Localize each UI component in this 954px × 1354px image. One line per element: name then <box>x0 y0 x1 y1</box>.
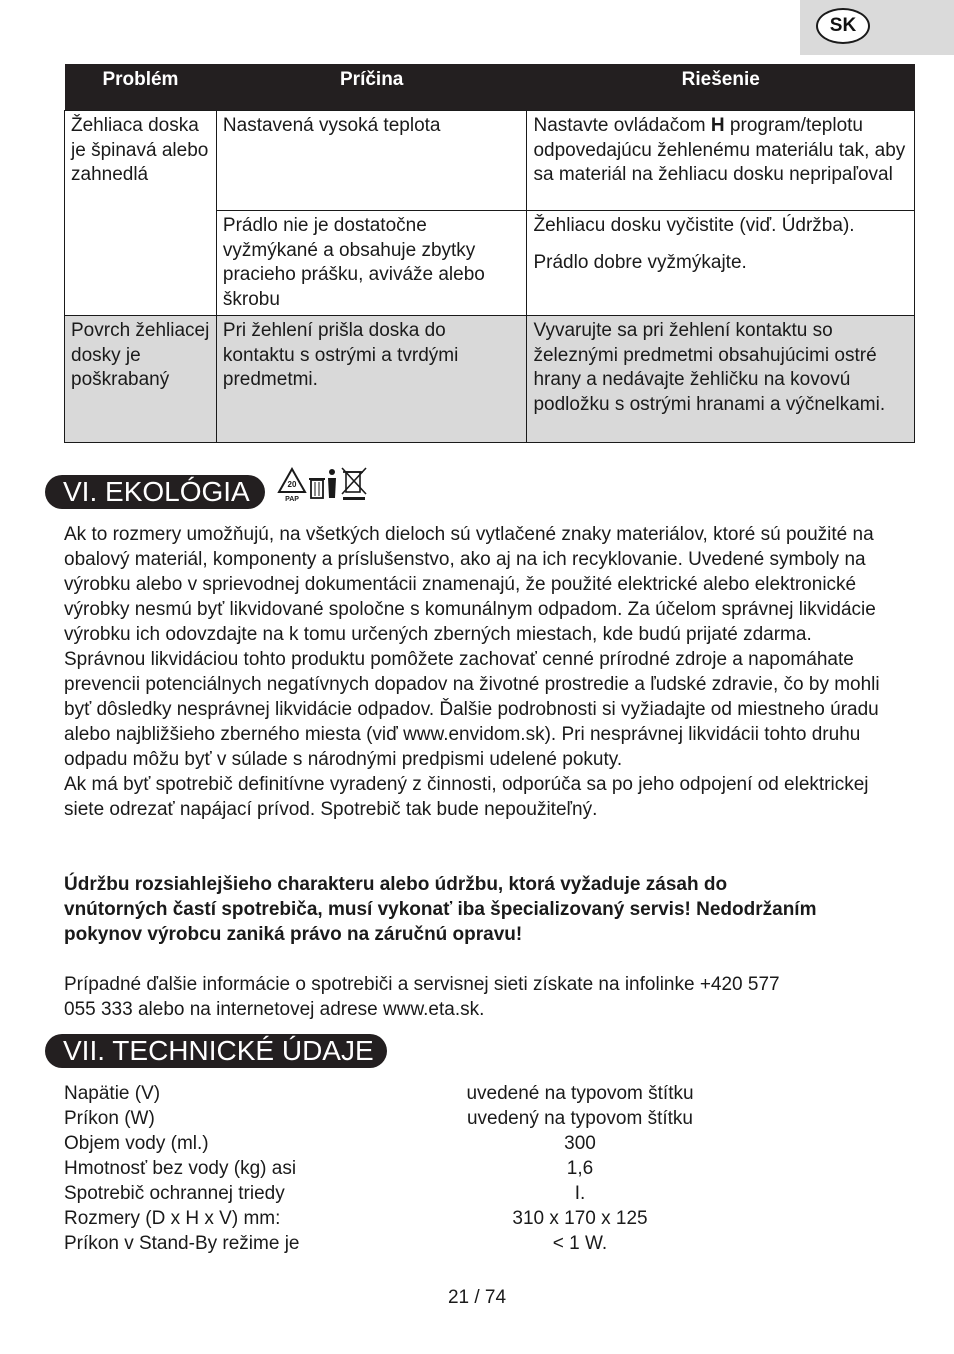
spec-row <box>64 1156 864 1181</box>
language-badge: SK <box>816 8 870 44</box>
spec-value: uvedený na typovom štítku <box>466 1108 693 1129</box>
cause-cell: Pri žehlení prišla doska do kontaktu s ostrými a tvrdými predmetmi. <box>216 316 527 443</box>
spec-value: I. <box>574 1183 586 1204</box>
ecology-paragraph: Ak má byť spotrebič definitívne vyradený z činnosti, odporúča sa po jeho odpojení od elektrickej siete odrezať napájací prívod. Spotrebič tak bude nepoužiteľný. <box>64 774 869 820</box>
spec-label: Napätie (V) <box>64 1083 161 1104</box>
troubleshooting-table <box>64 64 915 443</box>
spec-label: Rozmery (D x H x V) mm: <box>64 1208 281 1229</box>
solution-text: Žehliacu dosku vyčistite (viď. Údržba). <box>533 215 855 236</box>
spec-row <box>64 1231 864 1256</box>
ecology-paragraph: Ak to rozmery umožňujú, na všetkých dieloch sú vytlačené znaky materiálov, ktoré sú použité na obalový materiál, komponenty a príslušenstvo, ako aj na ich recyklovanie. Uvedené symboly na výrobku alebo v sprievodnej dokumentácii znamenajú, že použité elektrické alebo elektronické výrobky nesmú byť likvidované spoločne s komunálnym odpadom. Za účelom správnej likvidácie výrobku ich odovzdajte na k tomu určených zberných miestach, kde budú prijaté zdarma. Správnou likvidáciou tohto produktu pomôžete zachovať cenné prírodné zdroje a napomáhate prevencii potenciálnych negatívnych dopadov na životné prostredie a ľudské zdravie, čo by mohli byť dôsledky nesprávnej likvidácie odpadov. Ďalšie podrobnosti si vyžiadajte od miestneho úradu alebo najbližšieho zberného miesta (viď www.envidom.sk). Pri nesprávnej likvidácii tohto druhu odpadu môžu byť v súlade s národnými predpismi udelené pokuty. <box>64 524 880 770</box>
spec-label: Hmotnosť bez vody (kg) asi <box>64 1158 297 1179</box>
solution-text: Prádlo dobre vyžmýkajte. <box>533 251 747 273</box>
spec-row <box>64 1181 864 1206</box>
spec-value: 310 x 170 x 125 <box>512 1208 648 1229</box>
table-row <box>65 316 915 443</box>
recycling-icons <box>276 466 372 504</box>
spec-label: Spotrebič ochrannej triedy <box>64 1183 285 1204</box>
spec-row <box>64 1206 864 1231</box>
spec-label: Objem vody (ml.) <box>64 1133 209 1154</box>
ecology-heading: VI. EKOLÓGIA <box>45 475 265 509</box>
crossed-bin-icon <box>342 468 366 500</box>
spec-value: < 1 W. <box>552 1233 608 1254</box>
solution-cell <box>527 111 915 211</box>
header-cause: Príčina <box>216 64 527 111</box>
solution-cell <box>527 211 915 316</box>
header-solution: Riešenie <box>527 64 915 111</box>
info-text: Prípadné ďalšie informácie o spotrebiči a servisnej sieti získate na infolinke +420 577 055 333 alebo na internetovej adrese www.eta.sk. <box>64 974 780 1020</box>
problem-cell: Povrch žehliacej dosky je poškrabaný <box>65 316 217 443</box>
solution-text: program/teplotu odpovedajúcu žehlenému materiálu tak, aby sa materiál na žehliacu dosku nepripaľoval <box>533 115 906 185</box>
ecology-text <box>64 522 894 822</box>
table-row <box>65 111 915 211</box>
header-problem: Problém <box>65 64 217 111</box>
problem-cell: Žehliaca doska je špinavá alebo zahnedlá <box>65 111 217 316</box>
spec-row <box>64 1081 864 1106</box>
spec-value: 1,6 <box>566 1158 594 1179</box>
solution-text: Nastavte ovládačom <box>533 115 711 136</box>
recycle-number: 20 <box>287 480 297 489</box>
spec-label: Príkon (W) <box>64 1108 155 1129</box>
spec-value: 300 <box>564 1133 596 1154</box>
page-number: 21 / 74 <box>447 1287 507 1308</box>
dispose-in-bin-icon <box>309 469 336 498</box>
recycle-code: PAP <box>285 496 299 503</box>
spec-row <box>64 1131 864 1156</box>
cause-cell: Prádlo nie je dostatočne vyžmýkané a obsahuje zbytky pracieho prášku, aviváže alebo škrobu <box>216 211 527 316</box>
spec-row <box>64 1106 864 1131</box>
spec-label: Príkon v Stand-By režime je <box>64 1233 300 1254</box>
solution-cell: Vyvarujte sa pri žehlení kontaktu so železnými predmetmi obsahujúcimi ostré hrany a nedávajte žehličku na kovovú podložku s ostrými hranami a výčnelkami. <box>527 316 915 443</box>
table-header-row <box>65 64 915 111</box>
service-warning: Údržbu rozsiahlejšieho charakteru alebo údržbu, ktorá vyžaduje zásah do vnútorných častí spotrebiča, musí vykonať iba špecializovaný servis! Nedodržaním pokynov výrobcu zaniká právo na záručnú opravu! <box>64 874 817 945</box>
language-tab <box>800 0 954 55</box>
recycle-paper-icon <box>279 469 305 503</box>
spec-value: uvedené na typovom štítku <box>466 1083 694 1104</box>
technical-heading: VII. TECHNICKÉ ÚDAJE <box>45 1034 387 1068</box>
control-letter: H <box>710 115 725 136</box>
cause-cell: Nastavená vysoká teplota <box>216 111 527 211</box>
